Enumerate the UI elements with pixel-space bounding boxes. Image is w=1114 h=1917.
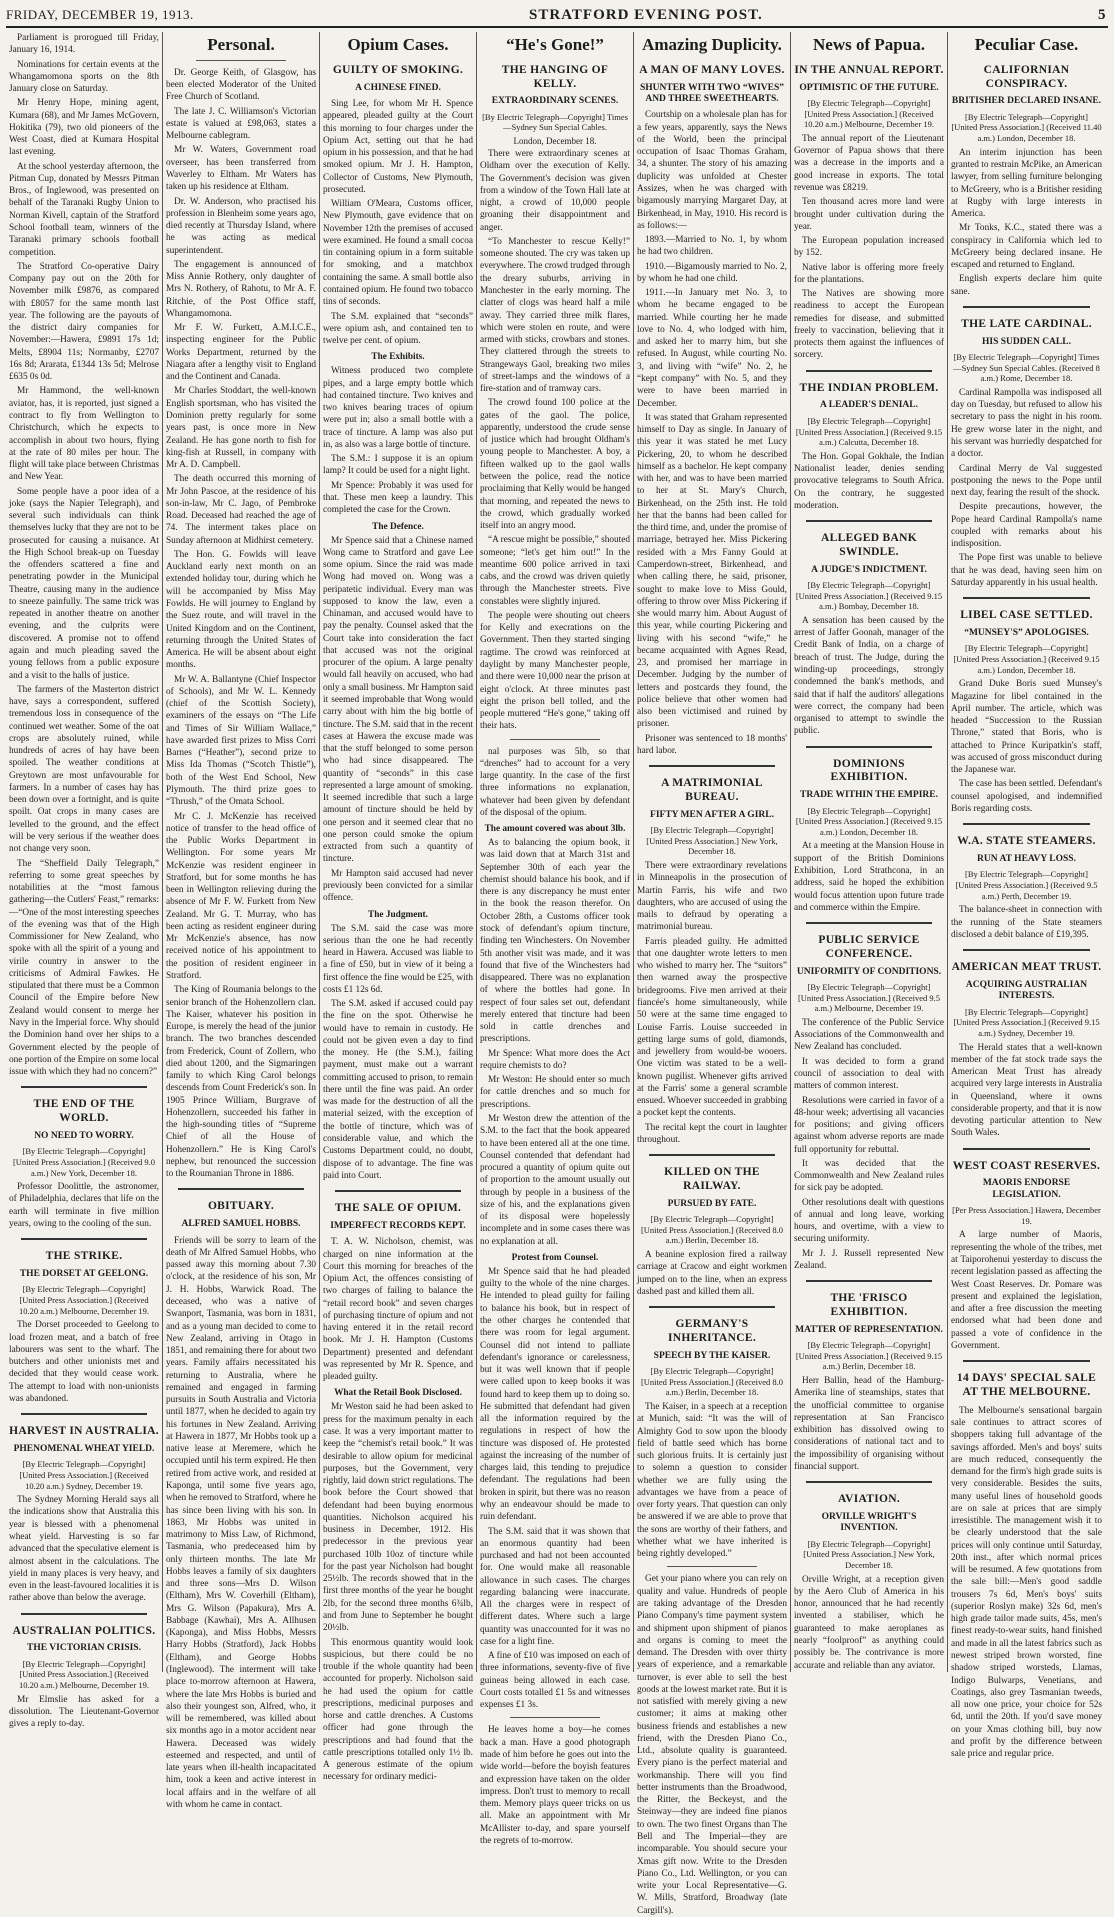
paragraph: William O'Meara, Customs officer, New Plymouth, gave evidence that on November 12th the premises of accused were examined. He found a small cocoa tin containing opium in a form suitable for smoking, and a matchbox containing the same. A small bottle also contained opium. He found two tobacco tins of seconds. (323, 199, 473, 308)
paragraph: It was decided that the Commonwealth and New Zealand rules for sick pay be adopted. (794, 1158, 944, 1194)
paragraph: A fine of £10 was imposed on each of three informations, seventy-five of five guineas being allowed in each case. Court costs totalled £1 5s and witnesses expenses £1 3s. (480, 1651, 630, 1711)
paragraph: Grand Duke Boris sued Munsey's Magazine for libel contained in the April number. The article, which was headed “Succession to the Russian Throne,” stated that Boris, who is attached to Prince Kuripatkin's staff, was accused of gross misconduct during the Japanese war. (951, 679, 1102, 776)
headline: ALLEGED BANK SWINDLE. (821, 532, 917, 558)
paragraph: The farmers of the Masterton district have, says a correspondent, suffered tremendous loss in consequence of the continued wet weather. Some of the oat crops are absolutely ruined, while hundreds of acres of hay have been spoiled. The weather conditions at Greytown are most unfavourable for farmers. In a number of cases hay has been down over a fortnight, and is quite spoilt. Oat crops in many cases are levelled to the ground, and the effect will be very serious if the weather does not change very soon. (9, 684, 159, 855)
headline: OBITUARY. (207, 1200, 275, 1213)
paragraph: Mr W. A. Ballantyne (Chief Inspector of Schools), and Mr W. L. Kennedy (chief of the Scottish Society), examiners of the essays on “The Life and Times of Sir William Wallace,” have awarded first prizes to Miss Corri Barnes (“Heather”), second prize to Miss Ida Thomas (“Scotch Thistle”), both of the West End School, New Plymouth. The third prize goes to “Thrush,” of the Omata School. (166, 674, 316, 808)
paragraph: It was decided to form a grand council of association to deal with matters of common interest. (794, 1056, 944, 1092)
subheadline: PHENOMENAL WHEAT YIELD. (13, 1443, 155, 1454)
column-title: Opium Cases. (347, 35, 449, 54)
paragraph: The Stratford Co-operative Dairy Company pay out on the 20th for November milk £9876, as compared with £8057 for the same month last year. The following are the payouts of the district dairy companies for November:—Hawera, £9891 17s 1d; Melts, £8904 11s; Normanby, £2707 16s 8d; Ararata, £1344 13s 5d; Melrose £635 0s 0d. (9, 261, 159, 383)
paragraph: The late J. C. Williamson's Victorian estate is valued at £98,063, states a Melbourne cablegram. (166, 106, 316, 142)
paragraph: “To Manchester to rescue Kelly!” someone shouted. The cry was taken up everywhere. The crowd trudged through the dreary suburbs, arriving in Manchester in the early morning. The clatter of clogs was heard half a mile away. They carried three milk flares, which were stolen en route, and were armed with sticks, crowbars and stones. They clattered through the streets to Strangeways Gaol, breaking two miles of street-lamps and the windows of a fire-station and of tramway cars. (480, 236, 630, 395)
divider (806, 1481, 932, 1483)
paragraph: Orville Wright, at a reception given by the Aero Club of America in his honor, announced that he had recently invented a stabiliser, which he guaranteed to make aeroplanes as nearly “foolproof” as anything could possibly be. The contrivance is more accurate and reliable than any aviator. (794, 1574, 944, 1671)
headline: THE SALE OF OPIUM. (334, 1202, 462, 1215)
paragraph: The people were shouting out cheers for Kelly and execrations on the Government. Then they started singing ragtime. The crowd was reinforced at daylight by many Manchester people, and there were 10,000 near the prison at eight o'clock. At three minutes past eight the prison bell tolled, and the people muttered “He's gone,” taking off their hats. (480, 610, 630, 732)
subheadline: THE VICTORIAN CRISIS. (27, 1643, 141, 1654)
headline: THE HANGING OF KELLY. (501, 63, 609, 90)
paragraph: The “Sheffield Daily Telegraph,” referring to some great speeches by notabilities at the “most famous gathering—the Cutlers' Feast,” remarks:—“One of the most interesting speeches of the evening was that of the High Commissioner for New Zealand, who spoke with all the spirit of a young and virile country in answer to the criticisms of Admiral Fawkes. He stipulated that there must be a Common Council of the Empire before New Zealand would consent to merge her Navy in the Imperial force. Why should the Dominion hand over her ships to a Government elected by the people of one portion of the Empire on some local issue with which they had no concern?” (9, 858, 160, 1078)
column-title: “He's Gone!” (506, 35, 604, 54)
paragraph: Parliament is prorogued till Friday, January 16, 1914. (9, 33, 159, 56)
paragraph: The S.M. said the case was more serious than the one he had recently heard in Hawera. Accused was liable to a fine of £50, but in view of it being a first offence the fine would be £25, with costs £1 12s 6d. (323, 923, 473, 995)
paragraph: Resolutions were carried in favor of a 48-hour week; advertising all vacancies for positions; and giving officers against whom adverse reports are made full opportunity for rebuttal. (794, 1095, 944, 1155)
paragraph: The Natives are showing more readiness to accept the European remedies for disease, and submitted freely to vaccination, believing that it protects them against the influences of sorcery. (794, 289, 944, 361)
divider (510, 739, 600, 740)
byline: [By Electric Telegraph—Copyright] [United Press Association.] (Received 10.20 a.m.) Melbourne, December 19. (18, 1658, 150, 1691)
divider (335, 1190, 461, 1192)
headline: A MAN OF MANY LOVES. (639, 63, 785, 76)
subheadline: SHUNTER WITH TWO “WIVES” AND THREE SWEETHEARTS. (639, 82, 785, 105)
headline: THE INDIAN PROBLEM. (799, 381, 939, 394)
paragraph: Mr F. W. Furkett, A.M.I.C.E., inspecting engineer for the Public Works Department, returned by the Niagara after a lengthy visit to England and the Continent and Canada. (166, 323, 316, 383)
divider (21, 1413, 147, 1415)
paragraph: 1910.—Bigamously married to No. 2, by whom he had one child. (637, 261, 787, 284)
headline: CALIFORNIAN CONSPIRACY. (983, 63, 1070, 90)
paragraph: Mr Spence said that a Chinese named Wong came to Stratford and gave Lee some opium. Since the raid was made Wong had moved on. Wong was a peripatetic individual. Every man was supposed to know the law, even a Chinaman, and accused would have to pay the penalty. Counsel asked that the Court take into consideration the fact that accused was not the original procurer of the opium. A large penalty would fall heavily on accused, who had only a small business. Mr Hampton said it seemed improbable that Wong would carry about with him the big bottle of tincture. The S.M. said that in the recent cases at Hawera the excuse made was that the stuff belonged to some person who had since disappeared. The quantity of “seconds” in this case represented a large amount of smoking. It seemed incredible that such a large amount of tincture should be held by one person and it seemed clear that no one person could smoke the opium extracted from such a quantity of tincture. (323, 535, 473, 865)
paragraph: There were extraordinary scenes at Oldham over the execution of Kelly. The Government's decision was given from a window of the Town Hall late at night, a crowd of 10,000 people groaning their disappointment and anger. (480, 149, 630, 233)
paragraph: The Pope first was unable to believe that he was dead, having seen him on Saturday apparently in his usual health. (951, 553, 1102, 588)
column-1 (6, 32, 163, 1730)
subheadline: “MUNSEY'S” APOLOGISES. (964, 628, 1089, 638)
divider (178, 1188, 304, 1190)
paragraph: This enormous quantity would look suspicious, but there could be no trouble if the whole quantity had been accounted for properly. Nicholson said he had used the opium for cattle prescriptions, medicinal purposes and horse and cattle drenches. A Customs officer had gone through the prescriptions and had found that the cattle prescriptions totalled only 1½ lb. A generous estimate of the opium necessary for ordinary medici- (323, 1637, 473, 1783)
paragraph: 1911.—In January met No. 3, to whom he became engaged to be married. While courting her he made love to No. 4, who lodged with him, and asked her to marry him, but she refused. In August, while courting No. 3, and living with “wife” No. 2, he “kept company” with No. 5, and they were to have been married in December. (637, 288, 787, 409)
paragraph: Mr Charles Stoddart, the well-known English sportsman, who has visited the Dominion pretty regularly for some years past, is once more in New Zealand. He has gone north to fish for king-fish at Russell, in company with Mr A. D. Campbell. (166, 386, 316, 471)
subheadline: OPTIMISTIC OF THE FUTURE. (799, 82, 939, 93)
byline: [By Electric Telegraph—Copyright] [United Press Association.] (Received 9.15 a.m.) London, December 18. (795, 805, 943, 837)
advertisement: The Melbourne's sensational bargain sale continues to attract scores of shoppers taking full advantage of the savings afforded. Men's and boys' suits are much reduced, consequently the demand for the firm's high grade suits is very considerable. Besides the suits, many useful lines of household goods are on sale at prices that are simply irresistible. The management wish it to be clearly understood that the sale prices will only continue until Saturday, 20th inst., after which normal prices will be resumed. A few quotations from the sale bill:—Men's good saddle trousers 7s 6d, Men's boys' suits (superior Roslyn make) 32s 6d, men's high grade tailor made suits, 45s, men's finest ready-to-wear suits, hand finished and made in all the latest fabrics such as newest striped brown worsted, fine shadow striped worsteds, Llamas, Indigo Bulwarps, Venetians, and Coatings, also grey Tasmanian tweeds, all now one price, your choice for 52s 6d, until the 20th. If you'd save money on your Xmas clothing bill, buy now and profit by the difference between sale price and regular price. (951, 1405, 1102, 1760)
paragraph: The Sydney Morning Herald says all the indications show that Australia this year is blessed with a phenomenal wheat yield. Harvesting is so far advanced that the speculative element is almost absent in the calculations. The yield in many places is very heavy, and even in the least-favoured localities it is rather above than below the average. (9, 1495, 159, 1604)
column-title: Personal. (207, 35, 275, 54)
paragraph: Farris pleaded guilty. He admitted that one daughter wrote letters to men who wished to marry her. The “suitors” then warned away the prospective bridegrooms. Five men arrived at their fiancée's home simultaneously, while 50 were at the same time engaged to Louise Farris. Louise succeeded in getting large sums of gold, diamonds, and jewellery from would-be wooers. One victim was stated to be a well-known pugilist. Whenever gifts arrived at the Farris' some a general scramble ensued. Whoever succeeded in grabbing a pocket kept the contents. (637, 936, 787, 1119)
headline: LIBEL CASE SETTLED. (960, 609, 1093, 622)
subheadline: FIFTY MEN AFTER A GIRL. (650, 809, 774, 820)
subheadline: UNIFORMITY OF CONDITIONS. (796, 966, 942, 977)
paragraph: Nominations for certain events at the Whangamomona sports on the 8th January close on Saturday. (9, 59, 159, 95)
paragraph: Friends will be sorry to learn of the death of Mr Alfred Samuel Hobbs, who passed away this morning about 7.30 o'clock, at the residence of his son, Mr J. H. Hobbs, Warwick Road. The deceased, who was a native of Swanport, Tasmania, was born in 1831, and as a young man decided to come to New Zealand, arriving in Otago in 1851, and remaining there for about two years. Family affairs necessitated his returning to Australia, where he remained and engaged in farming pursuits in South Australia and Victoria until 1877, when he decided to again try his fortunes in New Zealand. Arriving at Hawera in 1877, Mr Hobbs took up a native lease at Meremere, which he occupied until his term expired. He then retired from active work, and resided at Kaponga, until some five years ago, when he removed to Stratford, where he has since been living with his son. In 1863, Mr Hobbs was united in matrimony to Miss Law, of Richmond, Tasmania, who predeceased him by only thirteen months. The late Mr Hobbs leaves a family of six daughters and three sons—Mrs D. Wilson (Eltham), Mrs W. Coverhill (Eltham), Mrs G. Wilson (Papakura), Mrs A. Babbage (Kawhai), Mrs A. Allhusen (Kaponga), and Miss Hobbs, Messrs Harry Hobbs (Stratford), Jack Hobbs (Eltham), and George Hobbs (Inglewood). The interment will take place to-morrow afternoon at Hawera, where the late Mrs Hobbs is buried and also their youngest son, Alfred, who, it will be remembered, was killed about six months ago in a motor accident near Hawera. Deceased was widely esteemed and respected, and until of late years when ill-health incapacitated him, took a keen and active interest in local affairs and in the welfare of all with whom he came in contact. (166, 1235, 316, 1810)
paragraph: The balance-sheet in connection with the running of the State steamers disclosed a debit balance of £19,395. (951, 905, 1102, 940)
divider (196, 60, 286, 61)
byline: [By Electric Telegraph—Copyright] [United Press Association.] (Received 11.40 a.m.) London, December 18. (951, 111, 1102, 144)
subheadline: THE DORSET AT GEELONG. (19, 1269, 149, 1280)
subheadline: SPEECH BY THE KAISER. (653, 1350, 771, 1361)
byline: [By Electric Telegraph—Copyright] [United Press Association.] New York, December 18. (803, 1538, 935, 1571)
paragraph: Other resolutions dealt with questions of annual and long leave, working hours, and overtime, with a view to securing uniformity. (794, 1197, 944, 1245)
paragraph: As to balancing the opium book, it was laid down that at March 31st and September 30th of each year the chemist should balance his book, and if there is any discrepancy he must enter in the book the reason therefor. On October 28th, a Customs officer took stock of defendant's opium tincture, finding ten Winchesters. On November 5th another visit was made, and it was found that five of the Winchesters had disappeared. There was no explanation of where the bottles had gone. In respect of four sales set out, defendant merely entered that tincture had been sold in cattle drenches and prescriptions. (480, 838, 630, 1045)
paragraph: English experts declare him quite sane. (951, 274, 1102, 297)
divider (963, 1148, 1090, 1150)
column-3 (320, 32, 477, 1783)
columns (6, 32, 1108, 1916)
paragraph: Mr Spence: What more does the Act require chemists to do? (480, 1048, 630, 1071)
subheadline: NO NEED TO WORRY. (34, 1130, 134, 1141)
paragraph: Mr Tonks, K.C., stated there was a conspiracy in California which led to McGreery being declared insane. He escaped and returned to England. (951, 223, 1102, 271)
byline: [By Electric Telegraph—Copyright] Times—Sydney Sun Special Cables. (Received 8 a.m.) Rome, December 18. (953, 352, 1100, 384)
divider (806, 746, 932, 748)
paragraph: Cardinal Merry de Val suggested postponing the news to the Pope until next day, fearing the result of the shock. (951, 463, 1102, 499)
column-6 (791, 32, 948, 1672)
subheadline: ORVILLE WRIGHT'S INVENTION. (821, 1512, 917, 1534)
subheadline: MAORIS ENDORSE LEGISLATION. (982, 1178, 1071, 1200)
byline: [By Electric Telegraph—Copyright] [United Press Association.] (Received 9.15 a.m.) Sydney, December 19. (953, 1006, 1100, 1038)
byline: [By Electric Telegraph—Copyright] [United Press Association.] (Received 8.0 a.m.) Berlin, December 18. (640, 1366, 784, 1398)
paragraph: Dr. George Keith, of Glasgow, has been elected Moderator of the United Free Church of Scotland. (166, 67, 316, 103)
paragraph: The Hon. G. Fowlds will leave Auckland early next month on an extended holiday tour, during which he will be accompanied by Miss May Fowlds. He will journey to England by the Suez route, and will travel in the United Kingdom and on the Continent, returning through the United States of America. He will be absent about eight months. (166, 549, 316, 671)
headline: AVIATION. (837, 1493, 901, 1506)
paragraph: The annual report of the Lieutenant Governor of Papua shows that there was a decrease in the imports and a good increase in exports. The total revenue was £8219. (794, 133, 944, 193)
paragraph: A beanine explosion fired a railway carriage at Cracow and eight workmen jumped on to the line, when an express dashed past and killed them all. (637, 1250, 787, 1297)
paragraph: Mr Weston drew the attention of the S.M. to the fact that the book appeared to have been entered all at the one time. Counsel contended that defendant had procured a quantity of opium quite out of proportion to the amount usually out through by people in a business of the size of his, and the explanations given of its disposal were hopelessly incomplete and in some cases there was no explanation at all. (480, 1114, 630, 1247)
masthead-date: FRIDAY, DECEMBER 19, 1913. (6, 7, 194, 22)
headline: 14 DAYS' SPECIAL SALE AT THE MELBOURNE. (956, 1372, 1097, 1398)
paragraph: Herr Ballin, head of the Hamburg-Amerika line of steamships, states that the unofficial committee to organise representation at San Francisco exhibition has dissolved owing to considerations of national tact and to the impossibility of organising without financial support. (794, 1376, 944, 1472)
headline: THE STRIKE. (45, 1250, 123, 1263)
divider (806, 370, 932, 372)
headline: DOMINIONS EXHIBITION. (830, 757, 908, 784)
paragraph: The Herald states that a well-known member of the fat stock trade says the American Meat Trust has already acquired very large interests in Australia in Queensland, where it owns considerable property, and that it is now devoting particular attention to New South Wales. (951, 1042, 1102, 1139)
divider (21, 1086, 147, 1088)
paragraph: Prisoner was sentenced to 18 months' hard labor. (637, 733, 787, 756)
byline: [By Electric Telegraph—Copyright] [United Press Association.] (Received 8.0 a.m.) Berlin, December 18. (640, 1214, 784, 1246)
advertisement: Get your piano where you can rely on quality and value. Hundreds of people are taking advantage of the Dresden Piano Company's time payment system and shipment upon shipment of pianos and organs is coming to meet the demand. The Dresden with over thirty years of experience, and a remarkable turnover, is ever able to sell the best goods at the lowest market rate. But it is not satisfied with merely giving a new customer; it aims at making other business friends and establishes a new friend, with the Dresden Piano Co., Ltd., absolute quality is guaranteed. Every piano is the perfect material and workmanship. There will you find better instruments than the Broadwood, the Ritter, the Beckeyst, and the Steinway—they are indeed fine pianos to own. The two finest Organs than The Bell and The Imperial—they are incomparable. You should secure your Xmas gift now. Write to the Dresden Piano Co., Ltd. Wellington, or you can write your Local Representative—G. W. Mills, Stratford, Broadway (late Cargill's). (637, 1574, 788, 1916)
column-5 (634, 32, 791, 1916)
headline: A MATRIMONIAL BUREAU. (661, 777, 763, 804)
page-number: 5 (1097, 6, 1106, 23)
headline: KILLED ON THE RAILWAY. (664, 1166, 760, 1192)
paragraph: Mr Weston said he had been asked to press for the maximum penalty in each case. It was a very important matter to keep the “chemist's retail book.” It was desirable to allow opium for medicinal purposes, but the Government, very rightly, laid down strict regulations. The book before the Court showed that defendant had been buying enormous quantities. Nicholson acquired his business in December, 1912. His predecessor in the previous year purchased 10lb 10oz of tincture while for the past year Nicholson had bought 25½lb. The records showed that in the first three months of the year he bought 2lb, for the second three months 6¾lb, and from June to September he bought 20½lb. (323, 1402, 473, 1634)
paragraph: At a meeting at the Mansion House in support of the British Dominions Exhibition, Lord Strathcona, in an address, said he hoped the exhibition would focus attention upon future trade and commerce within the Empire. (794, 841, 944, 913)
paragraph: Mr Spence: Probably it was used for that. These men keep a laundry. This completed the case for the Crown. (323, 480, 473, 516)
headline: THE END OF THE WORLD. (33, 1098, 135, 1125)
subheadline: EXTRAORDINARY SCENES. (491, 96, 619, 107)
divider (963, 597, 1090, 599)
paragraph: Mr W. Waters, Government road overseer, has been transferred from Waverley to Eltham. Mr Waters has taken up his residence at Eltham. (166, 145, 316, 193)
headline: GUILTY OF SMOKING. (332, 63, 464, 76)
divider (21, 1613, 147, 1615)
divider (649, 1154, 775, 1156)
dateline: London, December 18. (513, 136, 597, 147)
paragraph: The Kaiser, in a speech at a reception at Munich, said: “It was the will of Almighty God to sow upon the bloody field of battle seed which has borne such glorious fruits. It is certainly just to solemn a question to consider whether we are fully using the advantages we have from a peace of over forty years. That question can only be answered if we are able to prove that the sons are worthy of their fathers, and whether what we have inherited is being rightly developed.” (637, 1401, 787, 1560)
paragraph: Mr Spence said that he had pleaded guilty to the whole of the nine charges. He intended to plead guilty for failing to balance his book, but in respect of the other charges he contended that there was room for legal argument. Counsel did not intend to palliate defendant's ignorance or carelessness, but it was well known that if people were called upon to keep books it was found hard to keep them up to doing so. He submitted that defendant had given all the information required by the regulations in respect of how the tincture was disposed of. He protested against the increasing of the number of charges laid, this tending to prejudice defendant. The regulations had been broken in spirit, but there was no reason why an endeavour should be made to ruin defendant. (480, 1266, 630, 1523)
divider (510, 1717, 600, 1718)
paragraph: Mr Elmslie has asked for a dissolution. The Lieutenant-Governor gives a reply to-day. (9, 1694, 159, 1730)
byline: [By Electric Telegraph—Copyright] [United Press Association.] (Received 9.0 a.m.) New York, December 18. (12, 1146, 156, 1178)
paragraph: Native labor is offering more freely for the plantations. (794, 262, 944, 285)
paragraph: The European population increased by 152. (794, 236, 944, 259)
paragraph: The case has been settled. Defendant's counsel apologised, and indemnified Boris regarding costs. (951, 779, 1102, 814)
divider (649, 765, 775, 767)
subheadline: IMPERFECT RECORDS KEPT. (330, 1220, 466, 1231)
headline: HARVEST IN AUSTRALIA. (9, 1425, 159, 1438)
byline: [By Electric Telegraph—Copyright] [United Press Association.] (Received 9.15 a.m.) Bombay, December 18. (795, 580, 943, 612)
subheadline: A CHINESE FINED. (355, 82, 441, 93)
paragraph: Mr Weston: He should enter so much for cattle drenches and so much for prescriptions. (480, 1075, 630, 1110)
paragraph: The S.M.: I suppose it is an opium lamp? It could be used for a night light. (323, 454, 473, 477)
paragraph: Mr C. J. McKenzie has received notice of transfer to the head office of the Public Works Department in Wellington. For some years Mr McKenzie was resident engineer in Stratford, but for some months he has been in Wellington relieving during the absence of Mr F. W. Furkett from New Zealand. Mr G. T. Murray, who has been acting as resident engineer during Mr McKenzie's absence, has now received notice of his appointment to the position of resident engineer in Stratford. (166, 811, 316, 981)
subheadline: MATTER OF REPRESENTATION. (795, 1324, 943, 1335)
headline: IN THE ANNUAL REPORT. (794, 63, 944, 76)
masthead (6, 4, 1108, 28)
byline: [By Electric Telegraph—Copyright] [United Press Association.] (Received 9.5 a.m.) Perth, December 19. (955, 869, 1098, 901)
headline: THE LATE CARDINAL. (961, 317, 1092, 330)
column-title: Amazing Duplicity. (642, 35, 782, 54)
paragraph: The S.M. asked if accused could pay the fine on the spot. Otherwise he would have to remain in custody. He could not be given even a day to find the money. He (the S.M.), failing payment, must make out a warrant committing accused to prison, to remain there until the fine was paid. An order was made for the destruction of all the material seized, with the exception of the bottle of tincture, which was of considerable value, and which the Customs Department could, no doubt, dispose of to advantage. The fine was paid into Court. (323, 999, 473, 1181)
headline: GERMANY'S INHERITANCE. (667, 1318, 757, 1344)
headline: AUSTRALIAN POLITICS. (12, 1624, 156, 1637)
subheadline: HIS SUDDEN CALL. (982, 336, 1071, 347)
byline: [By Electric Telegraph—Copyright] [United Press Association.] (Received 10.20 a.m.) Sydney, December 19. (19, 1459, 149, 1491)
section-heading: The Defence. (372, 521, 424, 532)
byline: [By Electric Telegraph—Copyright] [United Press Association.] (Received 9.5 a.m.) Melbourne, December 19. (797, 982, 941, 1014)
section-heading: The amount covered was about 3lb. (484, 824, 626, 835)
advertisement: He leaves home a boy—he comes back a man. Have a good photograph made of him before he goes out into the wide world—before the boyish features and expression have taken on the older impress. Don't trust to memory to recall them. Memory plays queer tricks on us all. Make an appointment with Mr McAllister to-day, and spare yourself the regrets of to-morrow. (480, 1725, 630, 1846)
column-7 (948, 32, 1105, 1760)
paragraph: Cardinal Rampolla was indisposed all day on Tuesday, but refused to allow his secretary to pass the night in his room. He grew worse later in the night, and his servant was hurriedly despatched for a doctor. (951, 387, 1102, 460)
subheadline: ACQUIRING AUSTRALIAN INTERESTS. (965, 979, 1088, 1002)
column-4 (477, 32, 634, 1846)
paragraph: “A rescue might be possible,” shouted someone; “let's get him out!” In the meantime 600 police arrived in taxi cabs, and the crowd was driven quietly through the Manchester streets. Five constables were slightly injured. (480, 535, 631, 607)
subheadline: A JUDGE'S INDICTMENT. (811, 564, 927, 575)
subheadline: A LEADER'S DENIAL. (820, 400, 918, 411)
section-heading: What the Retail Book Disclosed. (334, 1388, 462, 1399)
subheadline: PURSUED BY FATE. (667, 1198, 757, 1209)
paragraph: The Dorset proceeded to Geelong to load frozen meat, and a batch of free labourers was sent to the wharf. The butchers and other unionists met and decided that they would cease work. The attempt to load with non-unionists was abandoned. (9, 1320, 159, 1404)
divider (963, 823, 1090, 825)
paragraph: Ten thousand acres more land were brought under cultivation during the year. (794, 197, 944, 232)
headline: WEST COAST RESERVES. (952, 1159, 1101, 1172)
paragraph: It was stated that Graham represented himself to Day as single. In January of this year it was stated he met Lucy Pickering, 20, to whom he described himself as a bachelor. He kept company with her, and was to have been married to her at St. Mary's Church, Birkenhead, on the 25th inst. He told her that the banns had been called for the third time, and, under the promise of marriage, betrayed her. Miss Pickering resided with a Mrs Fanny Gould at Camperdown-street, Birkenhead, and when calling there, he said, prisoner, sought to make love to Miss Gould, offering to throw over Miss Pickering if she would marry him. About August of this year, while courting Pickering and living with his second “wife,” he became acquainted with Agnes Read, 23, and promised her marriage in December. Judging by the number of letters and postcards they found, the police believe that other women had also been victimised and ruined by prisoner. (637, 412, 788, 730)
divider (806, 1280, 932, 1282)
byline: [Per Press Association.] Hawera, December 19. (952, 1205, 1101, 1226)
byline: [By Electric Telegraph—Copyright] Times—Sydney Sun Special Cables. (482, 111, 628, 133)
headline: THE 'FRISCO EXHIBITION. (830, 1292, 908, 1319)
byline: [By Electric Telegraph—Copyright] [United Press Association.] (Received 9.15 a.m.) Calcutta, December 18. (795, 415, 943, 448)
divider (649, 1306, 775, 1308)
paragraph: Some people have a poor idea of a joke (says the Napier Telegraph), and several such individuals can think themselves lucky that they are not to be prosecuted for causing a nuisance. At the High School break-up on Tuesday the offenders scattered a fine and penetrating powder in the Municipal Theatre, causing many in the audience to sneeze painfully. The same trick was repeated in another theatre on another evening, and the culprits were discovered. A promise not to offend again and much pleading saved the young fellows from a public exposure and a visit to the halls of justice. (9, 486, 159, 681)
subheadline: TRADE WITHIN THE EMPIRE. (800, 790, 938, 801)
headline: PUBLIC SERVICE CONFERENCE. (818, 934, 920, 960)
paragraph: The engagement is announced of Miss Annie Rothery, only daughter of Mrs N. Rothery, of Rahotu, to Mr A. F. Ritchie, of the Post Office staff, Whangamomona. (166, 259, 316, 319)
paragraph: The death occurred this morning of Mr John Pascoe, at the residence of his son-in-law, Mr C. Jago, of Pembroke Road. Deceased had reached the age of 74. The interment takes place on Sunday afternoon at Midhirst cemetery. (166, 474, 316, 546)
paragraph: T. A. W. Nicholson, chemist, was charged on nine information at the Court this morning for breaches of the Opium Act, the offences consisting of two charges of failing to balance the “retail record book” and seven charges of purchasing tincture of opium and not having entered it in the retail record book. Mr J. H. Hampton (Customs Department) presented and defendant was represented by Mr R. Spence, and pleaded guilty. (323, 1237, 473, 1383)
paragraph: Mr Hampton said accused had never previously been convicted for a similar offence. (323, 868, 473, 904)
divider (21, 1238, 147, 1240)
paragraph: Sing Lee, for whom Mr H. Spence appeared, pleaded guilty at the Court this morning to four charges under the Opium Act, setting out that he had opium in his possession, and that he had smoked opium. Mr J. H. Hampton, Collector of Customs, New Plymouth, prosecuted. (323, 99, 473, 195)
paragraph: Witness produced two complete pipes, and a large empty bottle which had contained tincture. Two knives and two knives bearing traces of opium were put in; also a small bottle with a trace of tincture. A lamp was also put in, as also was a large bottle of tincture. (323, 366, 473, 450)
paragraph: Mr Hammond, the well-known aviator, has, it is reported, just signed a contract to fly from Wellington to Christchurch, which he expects to accomplish in about two hours, flying at the rate of 80 miles per hour. The flight will take place between Christmas and New Year. (9, 386, 159, 483)
paragraph: The S.M. said that it was shown that an enormous quantity had been purchased and had not been accounted for. One would make all reasonable allowance in such cases. The charges regarding balancing were inaccurate. All the charges were in respect of different dates. Where such a large quantity was unaccounted for it was no case for a light fine. (480, 1526, 630, 1647)
byline: [By Electric Telegraph—Copyright] [United Press Association.] (Received 10.20 a.m.) Melbourne, December 19. (803, 98, 935, 130)
paragraph: Despite precautions, however, the Pope heard Cardinal Rampolla's name coupled with remarks about his indisposition. (951, 502, 1102, 550)
headline: AMERICAN MEAT TRUST. (951, 961, 1102, 974)
paragraph: Dr. W. Anderson, who practised his profession in Blenheim some years ago, died recently at Thursday Island, where he was acting as medical superintendent. (166, 196, 316, 256)
divider (667, 1566, 757, 1567)
paragraph: The S.M. explained that “seconds” were opium ash, and contained ten to twelve per cent. of opium. (323, 311, 473, 347)
paragraph: Mr J. J. Russell represented New Zealand. (794, 1248, 944, 1271)
subheadline: ALFRED SAMUEL HOBBS. (181, 1219, 301, 1230)
column-title: News of Papua. (813, 35, 925, 54)
paragraph: Courtship on a wholesale plan has for a few years, apparently, says the News of the World, been the principal occupation of Isaac Thomas Graham, 34, a shunter. The story of his amazing duplicity was unfolded at Chester Assizes, when he was charged with bigamously marrying Margaret Day, at Birkenhead, in May, 1910. His record is as follows:— (637, 110, 787, 231)
paragraph: 1893.—Married to No. 1, by whom he had two children. (637, 235, 787, 258)
paragraph: An interim injunction has been granted to restrain McPike, an American lawyer, from selling furniture belonging to McGreery, who is a Britisher residing at Rugby with large interests in America. (951, 147, 1102, 220)
paragraph: A sensation has been caused by the arrest of Jaffer Goonah, manager of the Credit Bank of India, on a charge of breach of trust. The Judge, during the winding-up proceedings, strongly condemned the bank's methods, and said that if half the auditors' allegations were correct, the company had been organised to attempt to swindle the public. (794, 615, 944, 737)
paragraph: The King of Roumania belongs to the senior branch of the Hohenzollern clan. The Kaiser, whatever his position in Europe, is merely the head of the junior branch. The two branches descended from Frederick, Count of Zollern, who died about 1200, and the Sigmaringen family to which King Carol belongs descends from Count Frederick's son. In 1905 Prince William, Burgrave of Hohenzollern, succeeded his father in the high-sounding titles of “Supreme Chief of all the House of Hohenzollern.” He is King Carol's nephew, but renounced the succession to the Roumanian Throne in 1886. (166, 985, 316, 1180)
divider (806, 922, 932, 924)
paragraph: A large number of Maoris, representing the whole of the tribes, met at Taiporohenui yesterday to discuss the recent legislation passed as affecting the West Coast Reserves. Dr. Pomare was present and explained the legislation, and after a free discussion the meeting endorsed what had been done and passed a vote of confidence in the Government. (951, 1230, 1102, 1351)
section-heading: The Exhibits. (371, 352, 425, 363)
paragraph: There were extraordinary revelations in Minneapolis in the prosecution of Martin Farris, his wife and two daughters, who are accused of using the mails to defraud by operating a matrimonial bureau. (637, 861, 787, 933)
section-heading: Protest from Counsel. (511, 1252, 599, 1263)
paragraph: Mr Henry Hope, mining agent, Kumara (68), and Mr James McGovern, Hokitika (79), two old pioneers of the West Coast, died at Kumara Hospital last evening. (9, 98, 159, 158)
column-title: Peculiar Case. (974, 35, 1079, 54)
paragraph: The conference of the Public Service Associations of the Commonwealth and New Zealand has concluded. (794, 1017, 944, 1053)
subheadline: RUN AT HEAVY LOSS. (977, 853, 1076, 864)
byline: [By Electric Telegraph—Copyright] [United Press Association.] (Received 10.20 a.m.) Melbourne, December 19. (18, 1284, 150, 1316)
paragraph: The crowd found 100 police at the gates of the gaol. The police, apparently, understood the crude sense of justice which had brought Oldham's young people to Manchester. A boy, a fifteen walked up to the gaol walls between the police, read the notice proclaiming that Kelly would be hanged that morning, and repeated the news to the crowd, which gradually worked itself into an angry mood. (480, 398, 631, 532)
divider (963, 1360, 1090, 1362)
column-2 (163, 32, 320, 1810)
paragraph: The recital kept the court in laughter throughout. (637, 1122, 787, 1145)
section-heading: The Judgment. (368, 909, 428, 920)
byline: [By Electric Telegraph—Copyright] [United Press Association.] (Received 9.15 a.m.) London, December 18. (953, 643, 1100, 675)
headline: W.A. STATE STEAMERS. (957, 835, 1096, 848)
masthead-title: STRATFORD EVENING POST. (529, 6, 763, 23)
paragraph: At the school yesterday afternoon, the Pitman Cup, donated by Messrs Pitman Bros., of Inglewood, was presented on behalf of the Taranaki Rugby Union to Norman Kivell, captain of the Stratford School football team, winners of the Taranaki primary schools football competition. (9, 161, 159, 258)
divider (806, 520, 932, 522)
paragraph: The Hon. Gopal Gokhale, the Indian Nationalist leader, denies sending provocative telegrams to South Africa. On the contrary, he suggested moderation. (794, 451, 944, 511)
byline: [By Electric Telegraph—Copyright] [United Press Association.] (Received 9.15 a.m.) Berlin, December 18. (795, 1340, 943, 1372)
paragraph: Professor Doolittle, the astronomer, of Philadelphia, declares that life on the earth will terminate in five million years, owing to the cooling of the sun. (9, 1182, 159, 1229)
paragraph: nal purposes was 5lb, so that “drenches” had to account for a very large quantity. In the case of the first three informations no explanation, whatever had been given by defendant of the disposal of the opium. (480, 746, 630, 818)
byline: [By Electric Telegraph—Copyright] [United Press Association.] New York, December 18. (646, 825, 778, 857)
subheadline: BRITISHER DECLARED INSANE. (951, 96, 1102, 107)
divider (963, 949, 1090, 951)
divider (963, 306, 1090, 308)
